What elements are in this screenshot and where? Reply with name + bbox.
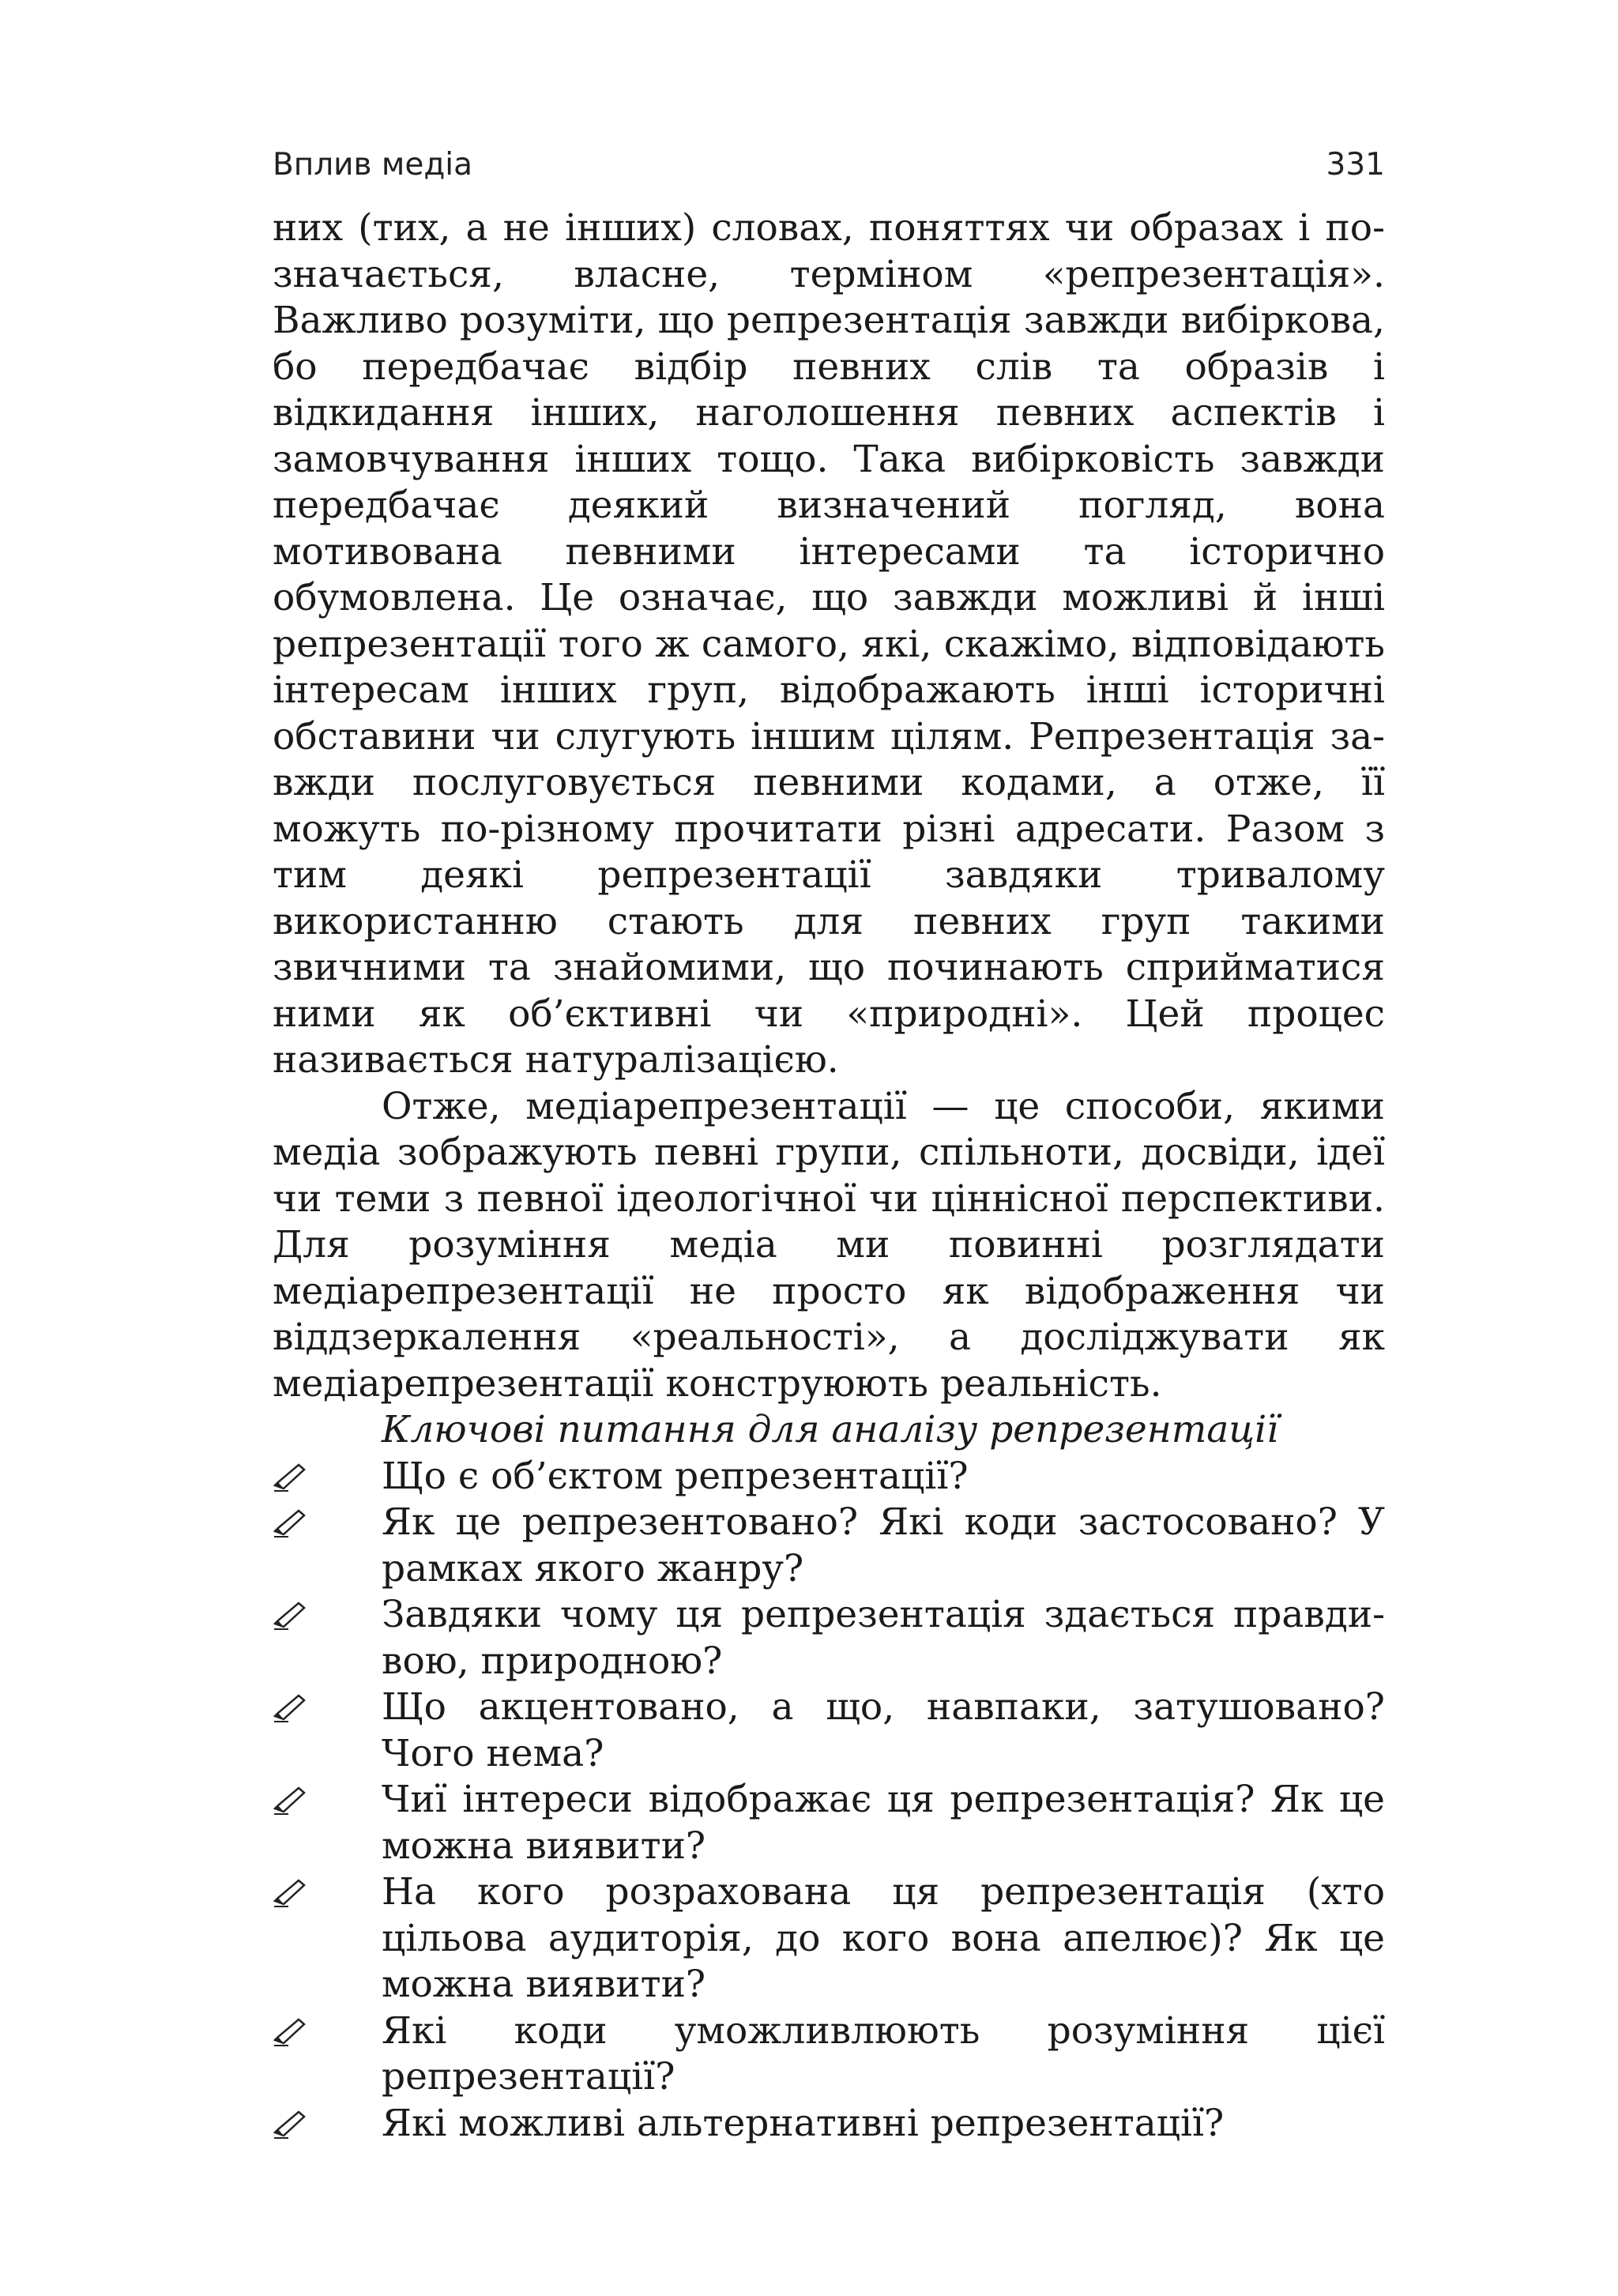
pen-icon (273, 2016, 307, 2048)
question-text: Що є об’єктом репрезентації? (382, 1454, 969, 1498)
key-questions-heading: Ключові питання для аналізу репрезентації (382, 1408, 1279, 1451)
paragraph-continuation: них (тих, а не інших) словах, поняттях чи образах і позначається, власне, терміном «репрезентація». Важливо розуміти, що репрезентація завжди вибіркова, бо передбачає відбір певних слів та образів і відкидання інших, наголошення певних аспектів і замовчування інших тощо. Така вибірковість завжди передбачає деякий визначений погляд, вона мотивована певними інтересами та історично обумовлена. Це означає, що завжди можливі й інші репрезентації того ж самого, які, скажімо, відповідають інтересам інших груп, відображають інші історичні обставини чи слугують іншим цілям. Репрезентація завжди послуговується певними кодами, а отже, її можуть по-різному прочитати різні адресати. Разом з тим деякі репрезентації завдяки тривалому використанню стають для певних груп такими звичними та знайомими, що починають сприйматися ними як об’єктивні чи «природні». Цей процес називається натуралізацією. (273, 206, 1385, 1082)
list-item (273, 1684, 1385, 1777)
list-item (273, 1869, 1385, 2008)
question-text: Які можливі альтернативні репрезентації? (382, 2101, 1225, 2145)
list-item (273, 2008, 1385, 2101)
list-item (273, 2101, 1385, 2147)
pen-icon (273, 1507, 307, 1539)
body-text (273, 205, 1385, 2147)
paragraph-media-representations: Отже, медіарепрезентації — це способи, якими медіа зображують певні групи, спільноти, досвіди, ідеї чи теми з певної ідеологічної чи ціннісної перспективи. Для розуміння медіа ми повинні розглядати медіарепрезентації не просто як відображення чи віддзеркалення «реальності», а досліджувати як медіарепрезентації конструюють реальність. (273, 1084, 1385, 1406)
question-text: Як це репрезентовано? Які коди застосовано? У рамках якого жанру? (382, 1500, 1385, 1590)
pen-icon (273, 1877, 307, 1909)
section-title: Вплив медіа (273, 147, 473, 183)
question-text: Завдяки чому ця репрезентація здається правдивою, природною? (382, 1593, 1385, 1683)
list-item (273, 1777, 1385, 1869)
running-head (273, 147, 1385, 194)
pen-icon (273, 1785, 307, 1816)
pen-icon (273, 1692, 307, 1724)
list-item (273, 1592, 1385, 1684)
question-text: На кого розрахована ця репрезентація (хто цільова аудиторія, до кого вона апелює)? Як це можна виявити? (382, 1870, 1385, 2006)
question-text: Чиї інтереси відображає ця репрезентація? Як це можна виявити? (382, 1778, 1385, 1868)
question-text: Які коди уможливлюють розуміння цієї репрезентації? (382, 2008, 1385, 2098)
pen-icon (273, 1462, 307, 1493)
list-item (273, 1500, 1385, 1592)
page-number: 331 (1326, 147, 1385, 183)
pen-icon (273, 1600, 307, 1632)
pen-icon (273, 2109, 307, 2140)
question-text: Що акцентовано, а що, навпаки, затушовано? Чого нема? (382, 1685, 1385, 1775)
key-questions-list (273, 1454, 1385, 2147)
list-item (273, 1454, 1385, 1500)
